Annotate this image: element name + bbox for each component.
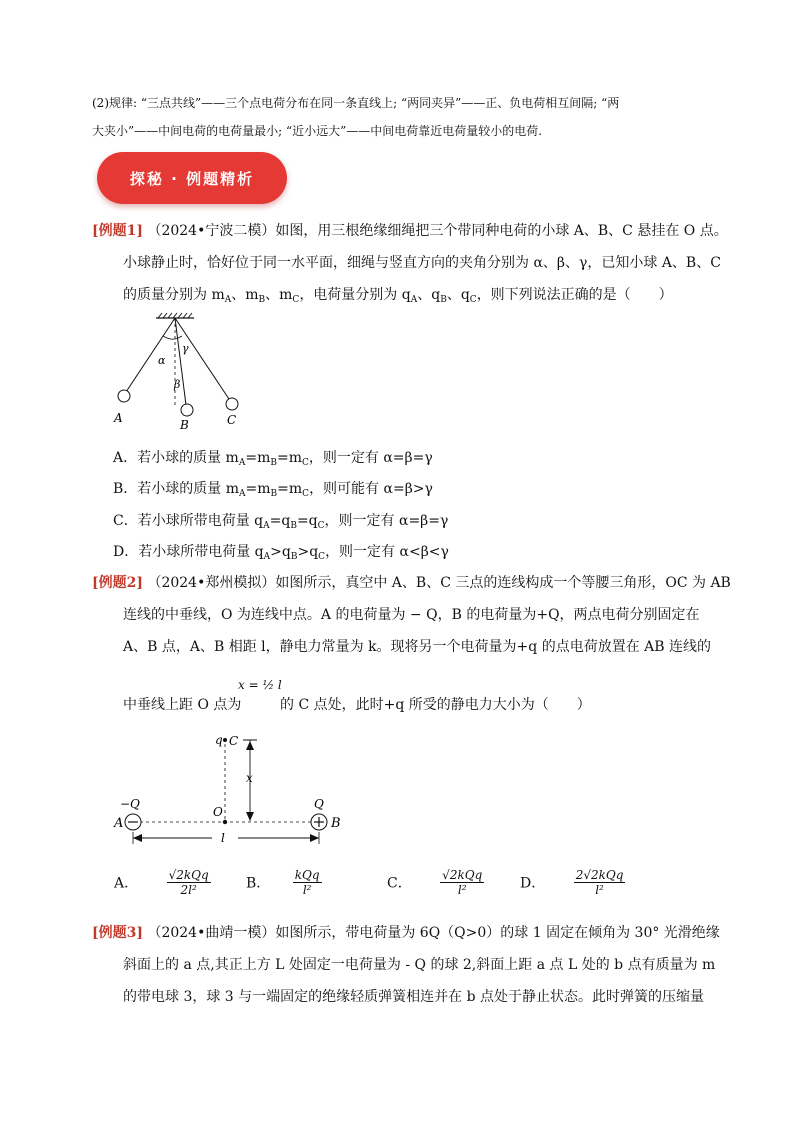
angle-gamma: γ xyxy=(182,342,189,355)
example-2-option-c[interactable]: C． $\frac{\text{√2kQq}}{\text{l²}}$ xyxy=(387,868,483,897)
angle-alpha: α xyxy=(158,354,166,367)
label-c: C xyxy=(227,413,237,427)
example-2-text-1: （2024•郑州模拟）如图所示，真空中 A、B、C 三点的连线构成一个等腰三角形，OC 为 AB xyxy=(147,575,731,591)
ball-b xyxy=(181,404,193,416)
label-q: q xyxy=(215,733,223,747)
example-2-formula: x = ½ l xyxy=(238,678,282,692)
label-c: C xyxy=(229,734,239,748)
example-3-line-1 xyxy=(92,923,720,943)
section-badge xyxy=(97,152,287,204)
example-2-option-b[interactable]: B． $\frac{\text{kQq}}{\text{l²}}$ xyxy=(246,868,320,897)
example-1-option-d[interactable]: D．若小球所带电荷量 $q_A>q_B>q_C$，则一定有 α<β<γ xyxy=(113,544,449,562)
label-b: B xyxy=(331,816,341,831)
example-3-text-1: （2024•曲靖一模）如图所示，带电荷量为 6Q（Q>0）的球 1 固定在倾角为 30° 光滑绝缘 xyxy=(147,925,720,941)
example-2-line-4b: 的 C 点处，此时+q 所受的静电力大小为（ ） xyxy=(280,697,591,713)
example-2-option-a[interactable]: A． $\frac{\text{√2kQq}}{\text{2l²}}$ xyxy=(114,868,209,897)
example-1-line-1 xyxy=(92,221,728,241)
example-2-option-d[interactable]: D． $\frac{\text{2√2kQq}}{\text{l²}}$ xyxy=(520,868,624,897)
example-3-line-2: 斜面上的 a 点,其正上方 L 处固定一电荷量为 - Q 的球 2,斜面上距 a 点 L 处的 b 点有质量为 m xyxy=(123,957,716,973)
label-l: l xyxy=(221,831,225,845)
label-pos-q: Q xyxy=(314,797,324,811)
label-neg-q: −Q xyxy=(120,797,140,811)
example-2-line-3: A、B 点，A、B 相距 l，静电力常量为 k。现将另一个电荷量为+q 的点电荷放置在 AB 连线的 xyxy=(123,639,711,655)
pendulum-figure xyxy=(108,312,258,434)
rule-line-1: (2)规律: “三点共线”——三个点电荷分布在同一条直线上; “两同夹异”——正、负电荷相互间隔; “两 xyxy=(92,96,620,110)
example-1-tag: [例题1] xyxy=(92,223,143,239)
example-2-line-4a: 中垂线上距 O 点为 xyxy=(123,697,242,713)
rule-line-2: 大夹小”——中间电荷的电荷量最小; “近小远大”——中间电荷靠近电荷量较小的电荷. xyxy=(92,124,543,138)
label-a: A xyxy=(114,411,123,425)
section-badge-label: 探秘 · 例题精析 xyxy=(129,169,255,188)
example-1-option-c[interactable]: C．若小球所带电荷量 $q_A=q_B=q_C$，则一定有 α=β=γ xyxy=(113,513,449,531)
example-1-line-3: 的质量分别为 $m_A$、$m_B$、$m_C$，电荷量分别为 $q_A$、$q_B$、$q_C$，则下列说法正确的是（ ） xyxy=(123,287,673,305)
example-1-line-2: 小球静止时，恰好位于同一水平面，细绳与竖直方向的夹角分别为 α、β、γ，已知小球 A、B、C xyxy=(123,255,721,271)
example-2-tag: [例题2] xyxy=(92,575,143,591)
example-2-line-1 xyxy=(92,573,731,593)
label-x: x xyxy=(246,771,253,785)
example-1-option-b[interactable]: B．若小球的质量 $m_A=m_B=m_C$，则可能有 α=β>γ xyxy=(113,481,433,499)
example-1-text-1: （2024•宁波二模）如图，用三根绝缘细绳把三个带同种电荷的小球 A、B、C 悬挂在 O 点。 xyxy=(147,223,728,239)
label-a: A xyxy=(114,816,124,831)
angle-beta: β xyxy=(174,378,181,391)
dipole-figure xyxy=(112,728,357,858)
example-3-tag: [例题3] xyxy=(92,925,143,941)
ball-c xyxy=(226,398,238,410)
example-2-line-2: 连线的中垂线，O 为连线中点。A 的电荷量为 − Q，B 的电荷量为+Q，两点电荷分别固定在 xyxy=(123,607,700,623)
label-b: B xyxy=(180,418,189,432)
example-3-line-3: 的带电球 3，球 3 与一端固定的绝缘轻质弹簧相连并在 b 点处于静止状态。此时弹簧的压缩量 xyxy=(123,989,705,1005)
ball-a xyxy=(118,390,130,402)
example-1-option-a[interactable]: A．若小球的质量 $m_A=m_B=m_C$，则一定有 α=β=γ xyxy=(113,450,433,468)
label-o: O xyxy=(213,805,223,819)
